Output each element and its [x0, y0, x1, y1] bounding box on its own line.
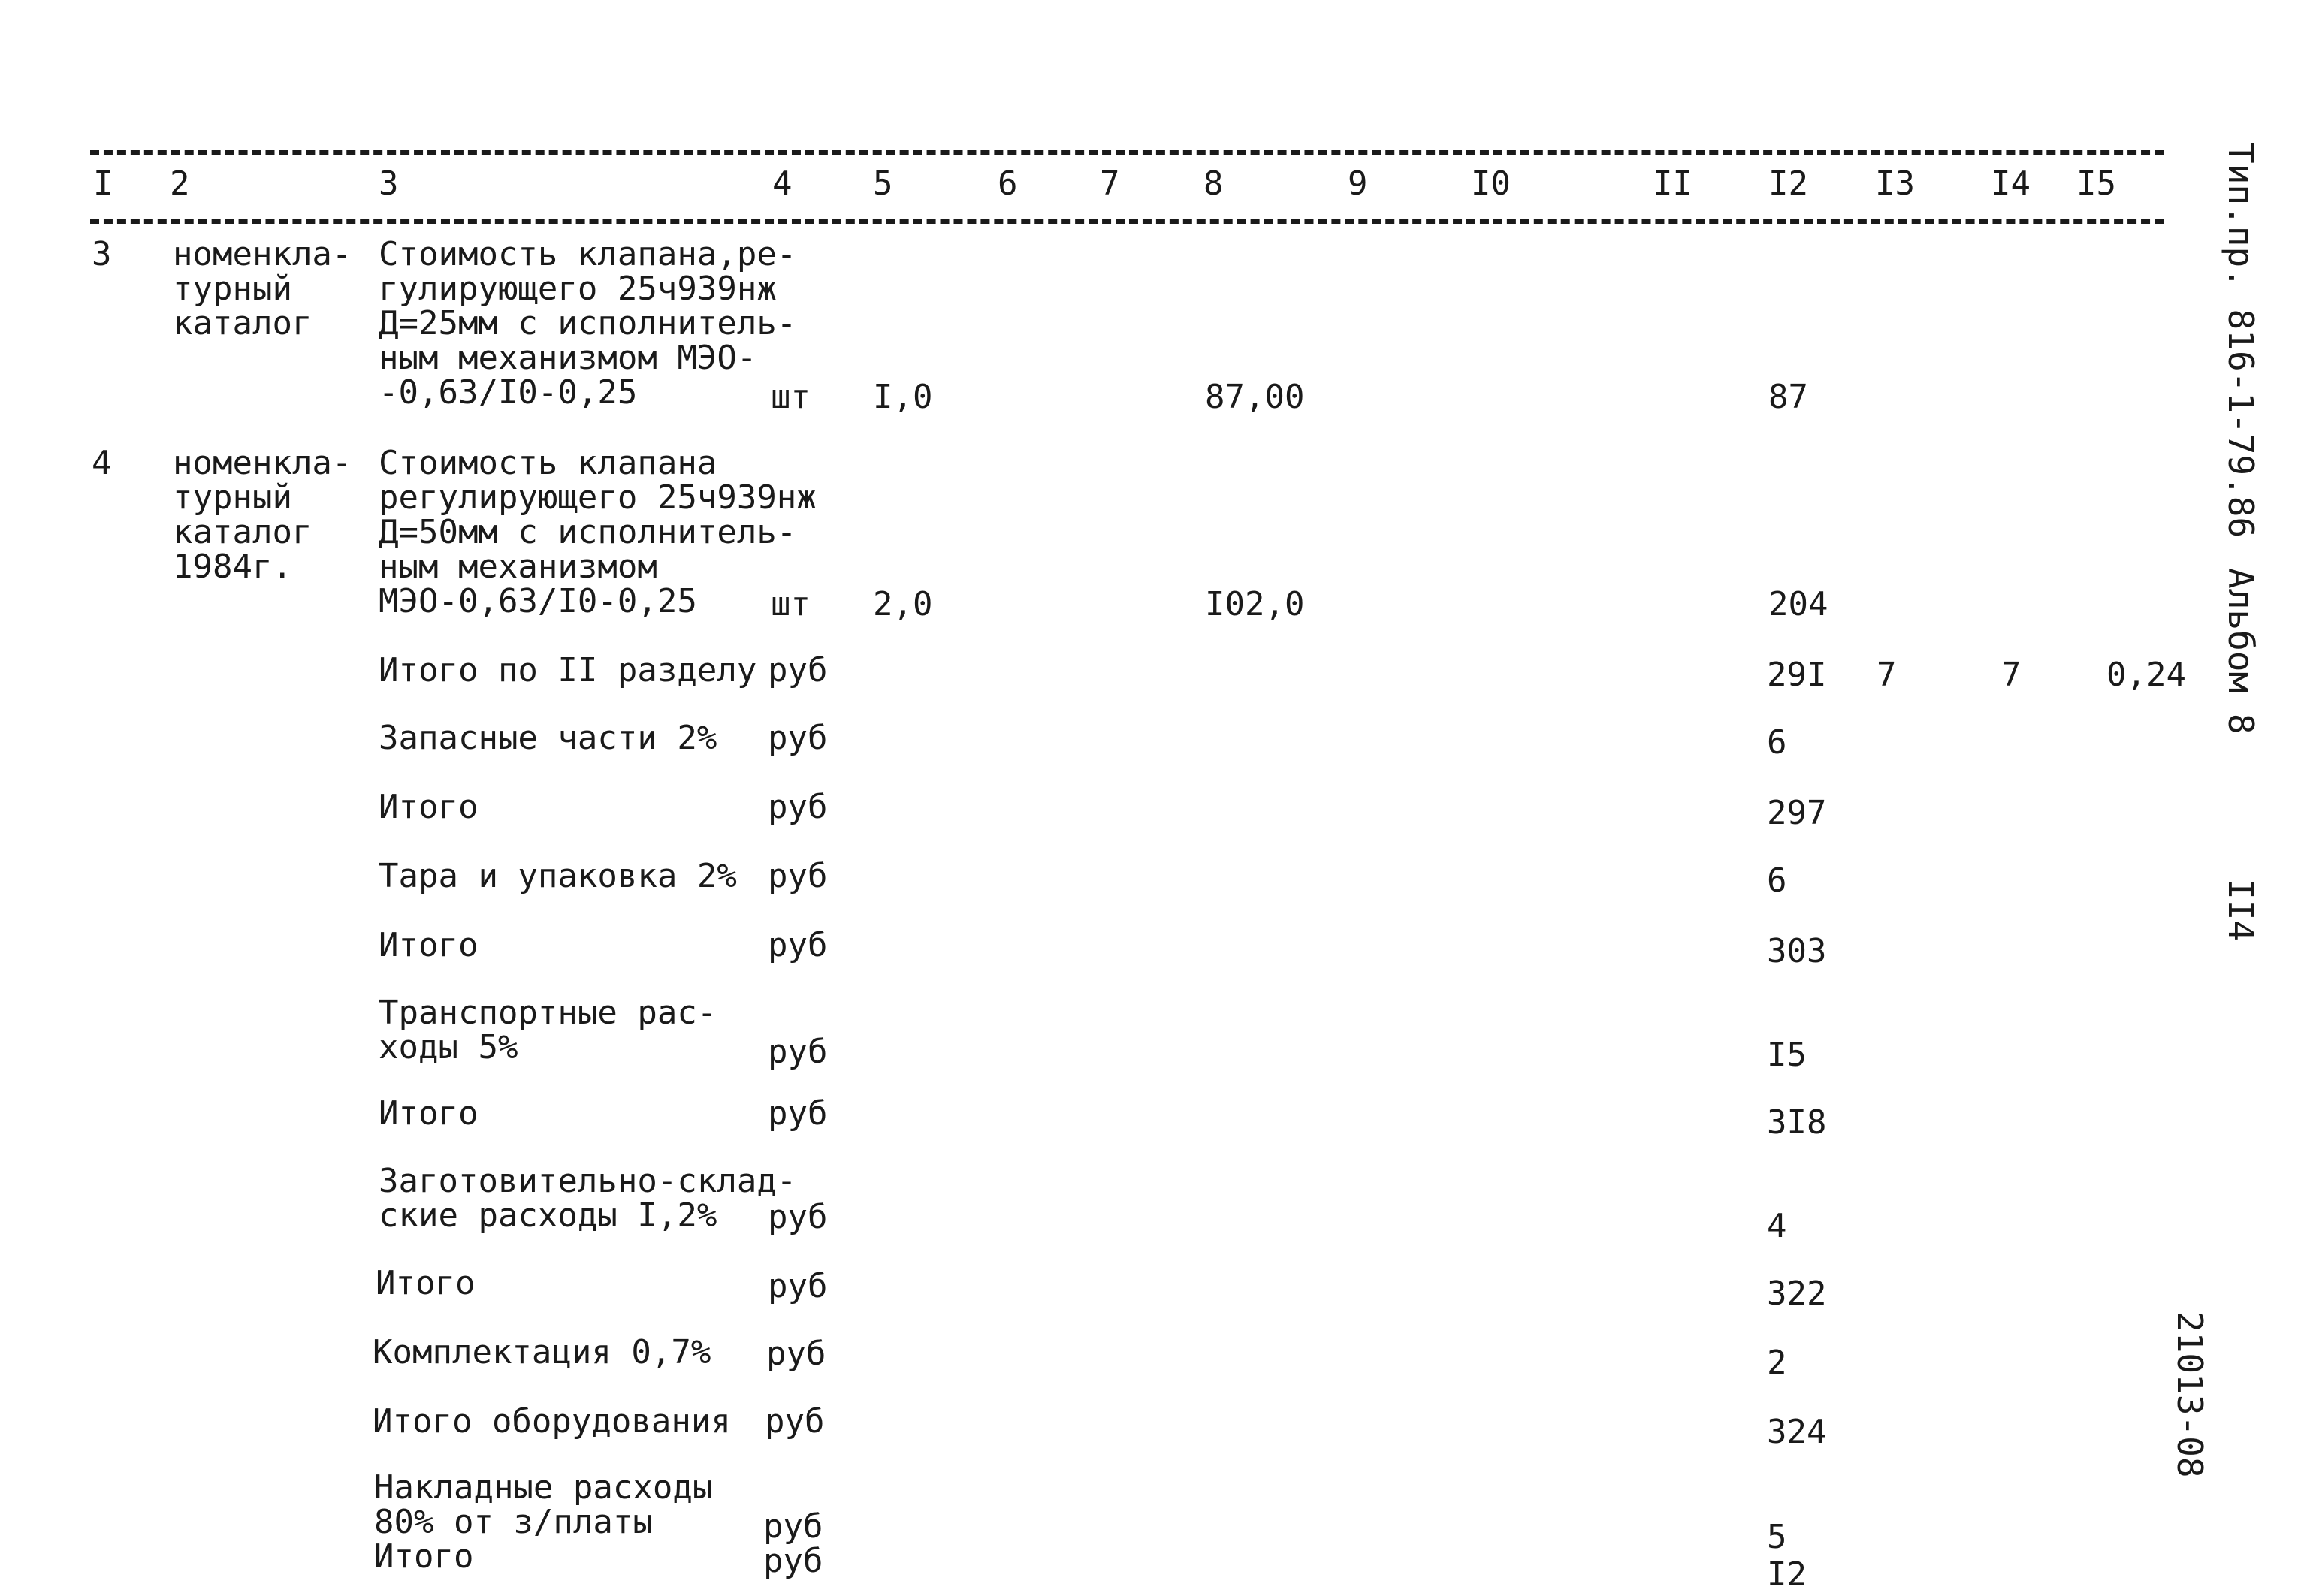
col-header-12: I2 [1768, 164, 1808, 203]
item-name-line: Д=50мм с исполнитель- [379, 513, 797, 551]
summary-total: I5 [1767, 1036, 1807, 1074]
summary-total: 3I8 [1767, 1103, 1827, 1142]
item-name-line: МЭО-0,63/I0-0,25 [379, 582, 697, 620]
summary-col13: 7 [1877, 656, 1897, 694]
total-cost: 87 [1768, 378, 1808, 416]
summary-label: ходы 5% [379, 1028, 518, 1067]
summary-total: 6 [1767, 861, 1787, 900]
summary-label: Итого [374, 1537, 474, 1576]
summary-unit: руб [768, 1094, 828, 1133]
item-name-line: ным механизмом [379, 548, 657, 586]
item-name-line: Стоимость клапана,ре- [379, 235, 797, 273]
summary-label: Заготовительно-склад- [379, 1162, 797, 1200]
summary-unit: руб [765, 1402, 825, 1441]
col-header-4: 4 [772, 164, 793, 203]
project-reference: Тип.пр. 816-1-79.86 [2221, 143, 2261, 539]
total-cost: 204 [1768, 585, 1828, 623]
summary-label: Тара и упаковка 2% [379, 857, 737, 895]
page-number: II4 [2221, 879, 2261, 942]
summary-total: 297 [1767, 794, 1827, 832]
item-name-line: Д=25мм с исполнитель- [379, 304, 797, 342]
album-label: Альбом 8 [2221, 568, 2261, 735]
summary-total: 324 [1767, 1413, 1827, 1451]
source-line: турный [173, 270, 292, 308]
summary-label: Запасные части 2% [379, 719, 717, 757]
summary-label: 80% от з/платы [374, 1503, 653, 1541]
summary-unit: руб [768, 857, 828, 895]
col-header-7: 7 [1100, 164, 1120, 203]
unit: шт [771, 378, 811, 416]
unit-price: 87,00 [1205, 378, 1305, 416]
unit: шт [771, 585, 811, 623]
summary-unit: руб [768, 651, 828, 689]
summary-unit: руб [763, 1542, 823, 1580]
summary-label: Итого [379, 926, 479, 964]
row-number: 3 [92, 235, 112, 273]
header-bottom-rule [90, 219, 2164, 224]
summary-label: Итого по II разделу [379, 651, 757, 689]
summary-label: Итого [379, 1094, 479, 1133]
item-name-line: Стоимость клапана [379, 444, 717, 482]
col-header-10: I0 [1471, 164, 1511, 203]
col-header-5: 5 [873, 164, 893, 203]
summary-label: Комплектация 0,7% [373, 1333, 711, 1371]
unit-price: I02,0 [1205, 585, 1305, 623]
summary-unit: руб [766, 1335, 826, 1373]
col-header-6: 6 [998, 164, 1018, 203]
summary-unit: руб [768, 926, 828, 964]
col-header-9: 9 [1348, 164, 1368, 203]
col-header-1: I [93, 164, 113, 203]
summary-label: Транспортные рас- [379, 994, 717, 1032]
source-line: каталог [173, 304, 313, 342]
summary-unit: руб [768, 1033, 828, 1071]
col-header-8: 8 [1203, 164, 1224, 203]
summary-total: I2 [1767, 1555, 1807, 1594]
summary-total: 29I [1767, 656, 1827, 694]
summary-unit: руб [768, 788, 828, 826]
item-name-line: гулирующего 25ч939нж [379, 270, 777, 308]
source-line: номенкла- [173, 235, 352, 273]
document-code: 21013-08 [2170, 1311, 2210, 1478]
summary-unit: руб [768, 719, 828, 757]
item-name-line: ным механизмом МЭО- [379, 339, 757, 377]
col-header-15: I5 [2076, 164, 2116, 203]
summary-total: 322 [1767, 1275, 1827, 1313]
summary-col15: 0,24 [2106, 656, 2186, 694]
summary-unit: руб [768, 1198, 828, 1236]
summary-label: ские расходы I,2% [379, 1196, 717, 1235]
quantity: I,0 [873, 378, 933, 416]
row-number: 4 [92, 444, 112, 482]
col-header-11: II [1653, 164, 1693, 203]
source-line: 1984г. [173, 548, 292, 586]
summary-label: Итого оборудования [373, 1402, 731, 1441]
summary-total: 6 [1767, 723, 1787, 762]
item-name-line: -0,63/I0-0,25 [379, 373, 638, 412]
col-header-3: 3 [379, 164, 399, 203]
summary-total: 4 [1767, 1207, 1787, 1245]
col-header-13: I3 [1875, 164, 1915, 203]
summary-unit: руб [763, 1507, 823, 1546]
col-header-14: I4 [1991, 164, 2031, 203]
summary-unit: руб [768, 1267, 828, 1305]
summary-total: 303 [1767, 932, 1827, 970]
quantity: 2,0 [873, 585, 933, 623]
summary-label: Итого [379, 788, 479, 826]
item-name-line: регулирующего 25ч939нж [379, 478, 817, 517]
summary-label: Итого [376, 1264, 476, 1302]
source-line: каталог [173, 513, 313, 551]
summary-label: Накладные расходы [374, 1468, 713, 1507]
summary-col14: 7 [2001, 656, 2022, 694]
col-header-2: 2 [170, 164, 190, 203]
summary-total: 2 [1767, 1344, 1787, 1382]
source-line: турный [173, 478, 292, 517]
summary-total: 5 [1767, 1518, 1787, 1556]
source-line: номенкла- [173, 444, 352, 482]
header-top-rule [90, 150, 2164, 155]
